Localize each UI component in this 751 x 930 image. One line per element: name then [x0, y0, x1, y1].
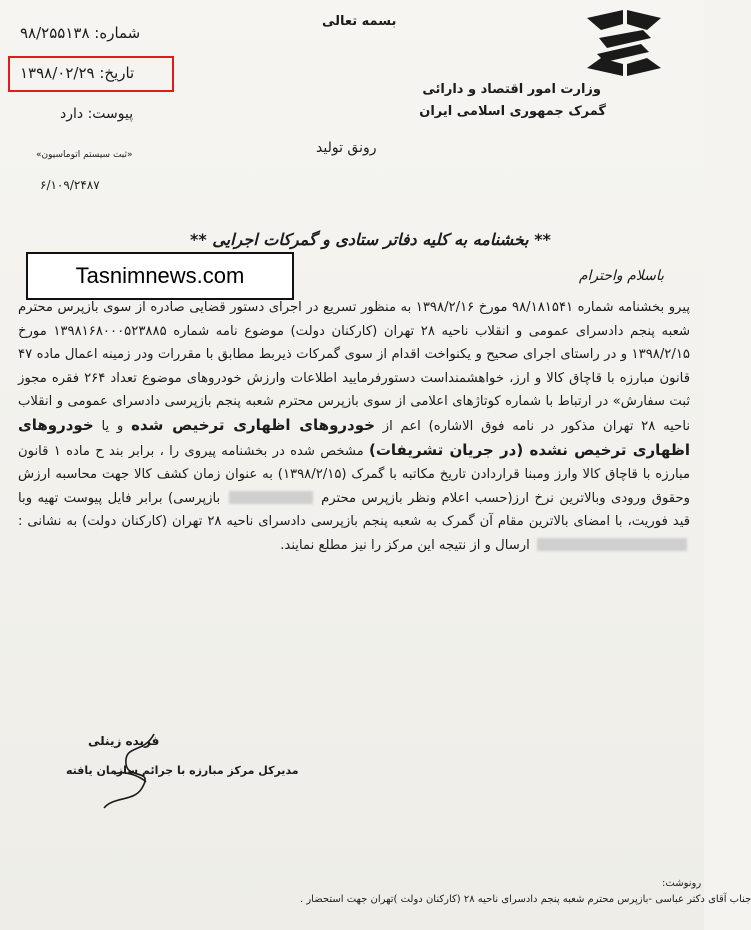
- cc-label: رونوشت:: [662, 878, 702, 889]
- body-paragraph-3: بازپرسی) برابر فایل پیوست تهیه وبا قید فوریت، با امضای بالاترین مقام آن گمرک به شعبه پنجم بازپرسی دادسرای ناحیه ۲۸ تهران (کارکنان دولت) به نشانی :: [18, 490, 691, 530]
- greeting: باسلام واحترام: [578, 268, 664, 284]
- letter-number: شماره: ۹۸/۲۵۵۱۳۸: [20, 24, 141, 42]
- redacted-name: [229, 491, 313, 504]
- redacted-address: [537, 538, 687, 551]
- letter-subject: ** بخشنامه به کلیه دفاتر ستادی و گمرکات اجرایی **: [190, 230, 551, 249]
- organization-name: گمرک جمهوری اسلامی ایران: [419, 104, 606, 119]
- cc-recipient: جناب آقای دکتر عباسی -بازپرس محترم شعبه پنجم دادسرای ناحیه ۲۸ (کارکنان دولت )تهران جهت استحضار .: [300, 894, 751, 905]
- watermark-box: [26, 252, 294, 300]
- signatory-name: فریده زینلی: [88, 734, 160, 748]
- conjunction-text: و یا: [101, 418, 124, 434]
- watermark-label: Tasnimnews.com: [75, 263, 245, 288]
- bold-cleared-vehicles: خودروهای اظهاری ترخیص شده: [131, 415, 375, 434]
- attachment-field: پیوست: دارد: [60, 106, 134, 122]
- ministry-name: وزارت امور اقتصاد و دارائی: [422, 82, 601, 97]
- bold-uncleared-vehicles: خودروهای اظهاری ترخیص نشده (در جریان تشریفات): [18, 415, 690, 459]
- basmala-heading: بسمه تعالی: [322, 14, 397, 29]
- letter-date: تاریخ: ۱۳۹۸/۰۲/۲۹: [20, 64, 135, 82]
- letter-body: [18, 296, 690, 558]
- signatory-title: مدیرکل مرکز مبارزه با جرائم سازمان یافته: [66, 764, 299, 777]
- body-paragraph-2: مشخص شده در بخشنامه پیروی را ، برابر بند ح ماده ۱ قانون مبارزه با قاچاق کالا وارز ومبنا قراردادن تاریخ مکاتبه با گمرک (۱۳۹۸/۲/۱۵) به عنوان زمان کشف کالا جهت محاسبه ارزش وحقوق ورودی وبالاترین نرخ ارز(حسب اعلام ونظر بازپرس محترم: [18, 443, 691, 506]
- customs-logo-icon: [583, 8, 665, 78]
- body-paragraph-1: پیرو بخشنامه شماره ۹۸/۱۸۱۵۴۱ مورخ ۱۳۹۸/۲/۱۶ به منظور تسریع در اجرای دستور قضایی صادره از سوی بازپرس محترم شعبه پنجم دادسرای عمومی و انقلاب ناحیه ۲۸ تهران (کارکنان دولت) موضوع نامه شماره ۱۳۹۸۱۶۸۰۰۰۵۲۳۸۸۵ مورخ ۱۳۹۸/۲/۱۵ و در راستای اجرای صحیح و یکنواخت اقدام از سوی گمرکات ذیربط مطابق با مقررات ودر زمینه اعمال ماده ۴۷ قانون مبارزه با قاچاق کالا و ارز، خواهشمنداست دستورفرمایید اطلاعات وارزش خودروهای موضوع تعداد ۲۶۴ فقره مجوز ثبت سفارش» در ارتباط با شماره کوتاژهای اعلامی از سوی بازپرس محترم شعبه پنجم بازپرسی دادسرای عمومی و انقلاب ناحیه ۲۸ تهران مذکور در نامه فوق الاشاره) اعم از: [18, 300, 691, 434]
- slogan-text: رونق تولید: [316, 140, 377, 156]
- body-paragraph-4: ارسال و از نتیجه این مرکز را نیز مطلع نمایند.: [280, 537, 530, 553]
- reference-code: ۶/۱۰۹/۲۴۸۷: [40, 178, 100, 192]
- automation-note: «ثبت سیستم اتوماسیون»: [36, 150, 133, 160]
